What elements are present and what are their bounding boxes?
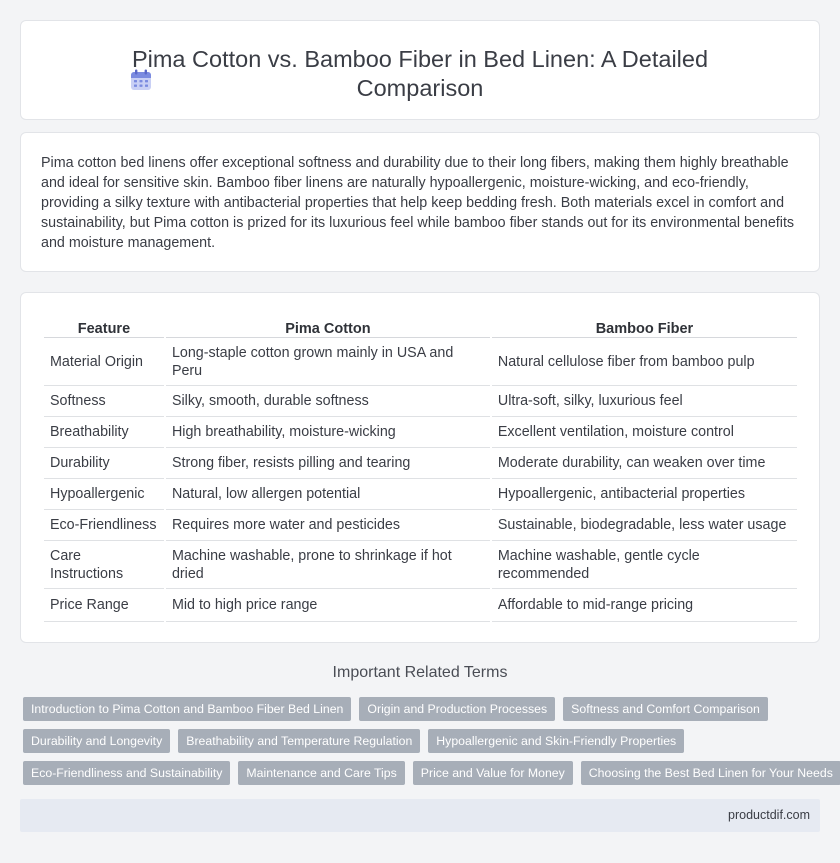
related-tag-softness[interactable]: Softness and Comfort Comparison bbox=[563, 697, 768, 721]
tag-row bbox=[23, 729, 823, 753]
feature-cell: Material Origin bbox=[44, 338, 164, 386]
pima-cell: Mid to high price range bbox=[166, 589, 490, 622]
related-tag-price[interactable]: Price and Value for Money bbox=[413, 761, 573, 785]
summary-card bbox=[20, 132, 820, 272]
header-feature: Feature bbox=[44, 313, 164, 338]
header-bamboo-fiber: Bamboo Fiber bbox=[492, 313, 797, 338]
bamboo-cell: Affordable to mid-range pricing bbox=[492, 589, 797, 622]
feature-cell: Eco-Friendliness bbox=[44, 510, 164, 541]
related-tag-origin[interactable]: Origin and Production Processes bbox=[359, 697, 555, 721]
related-tag-maintenance[interactable]: Maintenance and Care Tips bbox=[238, 761, 404, 785]
summary-text: Pima cotton bed linens offer exceptional softness and durability due to their long fibers, making them highly breathable and ideal for sensitive skin. Bamboo fiber linens are naturally hypoallergenic, moisture-wicking, and eco-friendly, providing a silky texture with antibacterial properties that help keep bedding fresh. Both materials excel in comfort and sustainability, but Pima cotton is prized for its luxurious feel while bamboo fiber stands out for its environmental benefits and moisture management. bbox=[41, 155, 795, 251]
comparison-table bbox=[42, 313, 799, 622]
footer-site-link[interactable]: productdif.com bbox=[728, 808, 810, 822]
related-tag-durability[interactable]: Durability and Longevity bbox=[23, 729, 170, 753]
table-header-row bbox=[44, 313, 797, 338]
bamboo-cell: Natural cellulose fiber from bamboo pulp bbox=[492, 338, 797, 386]
feature-cell: Care Instructions bbox=[44, 541, 164, 589]
tag-row bbox=[23, 697, 823, 721]
related-tag-breathability[interactable]: Breathability and Temperature Regulation bbox=[178, 729, 420, 753]
bamboo-cell: Ultra-soft, silky, luxurious feel bbox=[492, 386, 797, 417]
pima-cell: Long-staple cotton grown mainly in USA and Peru bbox=[166, 338, 490, 386]
table-row bbox=[44, 448, 797, 479]
bamboo-cell: Moderate durability, can weaken over time bbox=[492, 448, 797, 479]
comparison-table-card bbox=[20, 292, 820, 643]
related-tag-introduction[interactable]: Introduction to Pima Cotton and Bamboo Fiber Bed Linen bbox=[23, 697, 351, 721]
table-row bbox=[44, 589, 797, 622]
pima-cell: Silky, smooth, durable softness bbox=[166, 386, 490, 417]
table-row bbox=[44, 541, 797, 589]
pima-cell: Requires more water and pesticides bbox=[166, 510, 490, 541]
feature-cell: Price Range bbox=[44, 589, 164, 622]
feature-cell: Softness bbox=[44, 386, 164, 417]
footer bbox=[20, 799, 820, 832]
related-terms-tags bbox=[23, 697, 833, 793]
pima-cell: High breathability, moisture-wicking bbox=[166, 417, 490, 448]
bamboo-cell: Sustainable, biodegradable, less water usage bbox=[492, 510, 797, 541]
page-title: Pima Cotton vs. Bamboo Fiber in Bed Linen: A Detailed Comparison bbox=[131, 46, 709, 101]
table-row bbox=[44, 417, 797, 448]
pima-cell: Natural, low allergen potential bbox=[166, 479, 490, 510]
table-row bbox=[44, 510, 797, 541]
header-pima-cotton: Pima Cotton bbox=[166, 313, 490, 338]
related-tag-hypoallergenic[interactable]: Hypoallergenic and Skin-Friendly Properties bbox=[428, 729, 684, 753]
tag-row bbox=[23, 761, 833, 785]
header-card bbox=[20, 20, 820, 120]
related-tag-eco-friendliness[interactable]: Eco-Friendliness and Sustainability bbox=[23, 761, 230, 785]
related-terms-title: Important Related Terms bbox=[332, 664, 508, 681]
table-row bbox=[44, 386, 797, 417]
feature-cell: Hypoallergenic bbox=[44, 479, 164, 510]
table-row bbox=[44, 338, 797, 386]
bamboo-cell: Hypoallergenic, antibacterial properties bbox=[492, 479, 797, 510]
feature-cell: Breathability bbox=[44, 417, 164, 448]
pima-cell: Strong fiber, resists pilling and tearing bbox=[166, 448, 490, 479]
feature-cell: Durability bbox=[44, 448, 164, 479]
table-row bbox=[44, 479, 797, 510]
bamboo-cell: Excellent ventilation, moisture control bbox=[492, 417, 797, 448]
bamboo-cell: Machine washable, gentle cycle recommended bbox=[492, 541, 797, 589]
pima-cell: Machine washable, prone to shrinkage if hot dried bbox=[166, 541, 490, 589]
related-tag-choosing[interactable]: Choosing the Best Bed Linen for Your Needs bbox=[581, 761, 840, 785]
